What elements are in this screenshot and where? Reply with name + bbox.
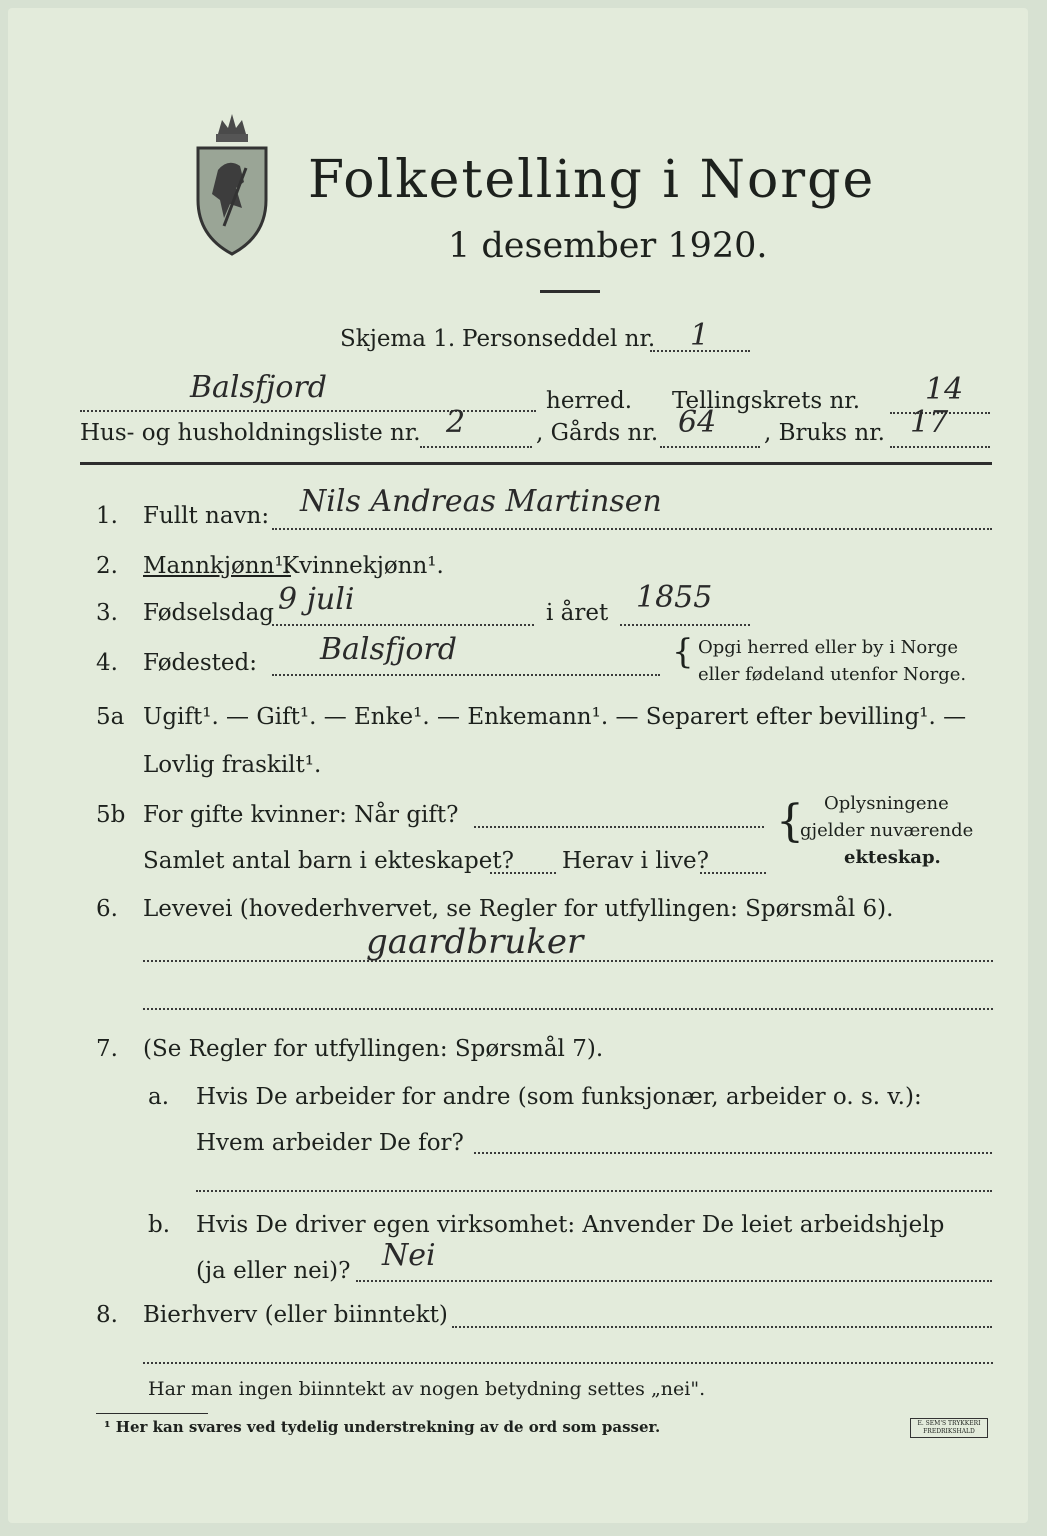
personseddel-label: Personseddel nr. — [462, 326, 656, 352]
q8-label: Bierhverv (eller biinntekt) — [143, 1302, 448, 1328]
q7b-line-2: (ja eller nei)? — [196, 1258, 351, 1284]
q3-line — [272, 624, 534, 626]
printer-stamp: E. SEM'S TRYKKERI FREDRIKSHALD — [910, 1418, 988, 1438]
form-date: 1 desember 1920. — [448, 226, 768, 266]
alive-label: Herav i live? — [562, 848, 709, 874]
personseddel-value[interactable]: 1 — [690, 318, 710, 353]
title-divider — [540, 290, 600, 293]
gards-line — [660, 446, 760, 448]
q7a-line-2: Hvem arbeider De for? — [196, 1130, 464, 1156]
year-label: i året — [546, 600, 609, 626]
q5b-number: 5b — [96, 802, 126, 828]
children-line — [490, 872, 556, 874]
hired-help-value[interactable]: Nei — [382, 1238, 436, 1273]
gards-label: , Gårds nr. — [536, 420, 659, 446]
divorced-option[interactable]: Lovlig fraskilt¹. — [143, 752, 322, 778]
q3-label: Fødselsdag — [143, 600, 275, 626]
sex-male-option[interactable]: Mannkjønn¹. — [143, 553, 291, 579]
q7a-line-1: Hvis De arbeider for andre (som funksjonær, arbeider o. s. v.): — [196, 1084, 922, 1110]
bruks-label: , Bruks nr. — [764, 420, 885, 446]
herred-line — [80, 410, 536, 412]
q4-number: 4. — [96, 650, 118, 676]
tellingskrets-value[interactable]: 14 — [925, 372, 964, 407]
gards-value[interactable]: 64 — [678, 405, 717, 440]
q7-number: 7. — [96, 1036, 118, 1062]
occupation-value[interactable]: gaardbruker — [366, 922, 584, 962]
q4-label: Fødested: — [143, 650, 258, 676]
q8-line[interactable] — [452, 1326, 992, 1328]
birth-year-value[interactable]: 1855 — [636, 580, 713, 615]
q6-label: Levevei (hovederhvervet, se Regler for utfyllingen: Spørsmål 6). — [143, 896, 894, 922]
q1-number: 1. — [96, 503, 118, 529]
q4-note-1: Opgi herred eller by i Norge — [698, 637, 959, 658]
full-name-value[interactable]: Nils Andreas Martinsen — [300, 484, 662, 519]
footnote: ¹ Her kan svares ved tydelig understrekning av de ord som passer. — [104, 1418, 661, 1436]
year-line — [620, 624, 750, 626]
birthplace-value[interactable]: Balsfjord — [320, 632, 457, 667]
q5a-number: 5a — [96, 704, 125, 730]
bruks-value[interactable]: 17 — [910, 405, 949, 440]
married-when-line — [474, 826, 764, 828]
husliste-label: Hus- og husholdningsliste nr. — [80, 420, 421, 446]
q7b-number: b. — [148, 1212, 171, 1238]
q1-line — [272, 528, 992, 530]
form-title: Folketelling i Norge — [308, 150, 876, 210]
q5b-note-2: gjelder nuværende — [800, 820, 974, 841]
q6-line-2 — [143, 1008, 993, 1010]
header-divider — [80, 462, 992, 465]
tellingskrets-label: Tellingskrets nr. — [672, 388, 861, 414]
q4-brace: { — [672, 632, 694, 672]
q1-label: Fullt navn: — [143, 503, 270, 529]
children-label: Samlet antal barn i ekteskapet? — [143, 848, 514, 874]
q7b-line — [356, 1280, 992, 1282]
married-when-label: For gifte kvinner: Når gift? — [143, 802, 459, 828]
q8-line-2[interactable] — [143, 1362, 993, 1364]
q6-number: 6. — [96, 896, 118, 922]
husliste-line — [420, 446, 532, 448]
q3-number: 3. — [96, 600, 118, 626]
bruks-line — [890, 446, 990, 448]
husliste-value[interactable]: 2 — [446, 405, 466, 440]
birthday-value[interactable]: 9 juli — [278, 582, 355, 617]
q4-note-2: eller fødeland utenfor Norge. — [698, 664, 967, 685]
q2-number: 2. — [96, 553, 118, 579]
q8-number: 8. — [96, 1302, 118, 1328]
employer-line-2[interactable] — [196, 1190, 992, 1192]
sex-female-option[interactable]: Kvinnekjønn¹. — [282, 553, 444, 579]
schema-label: Skjema 1. — [340, 326, 456, 352]
q5b-note-3: ekteskap. — [844, 847, 941, 868]
q7a-number: a. — [148, 1084, 170, 1110]
q4-line — [272, 674, 660, 676]
q7b-line-1: Hvis De driver egen virksomhet: Anvender De leiet arbeidshjelp — [196, 1212, 945, 1238]
q8-note: Har man ingen biinntekt av nogen betydning settes „nei". — [148, 1378, 706, 1400]
q5b-brace: { — [776, 796, 804, 847]
employer-line[interactable] — [474, 1152, 992, 1154]
marital-status-options[interactable]: Ugift¹. — Gift¹. — Enke¹. — Enkemann¹. — Separert efter bevilling¹. — — [143, 704, 967, 730]
q5b-note-1: Oplysningene — [824, 793, 949, 814]
herred-value[interactable]: Balsfjord — [190, 370, 327, 405]
herred-label: herred. — [546, 388, 633, 414]
coat-of-arms-icon — [188, 108, 276, 258]
alive-line — [700, 872, 766, 874]
q7-label: (Se Regler for utfyllingen: Spørsmål 7). — [143, 1036, 604, 1062]
footnote-divider — [96, 1413, 208, 1414]
